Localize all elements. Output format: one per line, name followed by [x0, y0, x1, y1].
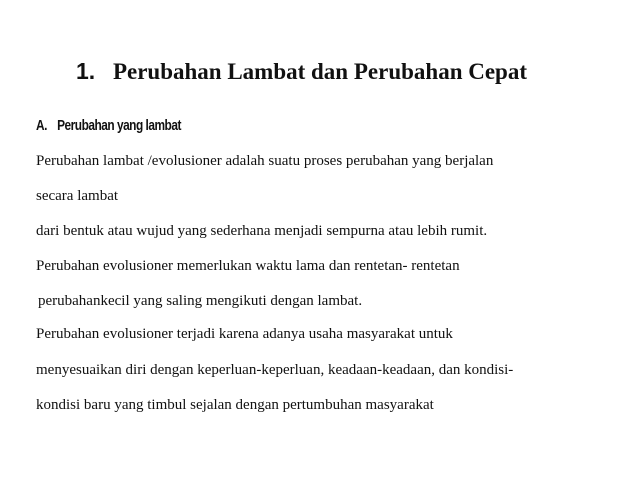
title-text: Perubahan Lambat dan Perubahan Cepat	[112, 59, 528, 84]
paragraph-line-5: perubahankecil yang saling mengikuti dengan lambat.	[38, 293, 363, 309]
section-heading	[36, 118, 181, 134]
section-marker: A.	[36, 118, 47, 134]
paragraph-line-4: Perubahan evolusioner memerlukan waktu lama dan rentetan- rentetan	[36, 258, 460, 274]
paragraph-line-3: dari bentuk atau wujud yang sederhana menjadi sempurna atau lebih rumit.	[36, 223, 488, 239]
paragraph-line-8: kondisi baru yang timbul sejalan dengan pertumbuhan masyarakat	[36, 397, 434, 413]
paragraph-line-7: menyesuaikan diri dengan keperluan-keperluan, keadaan-keadaan, dan kondisi-	[36, 362, 514, 378]
section-heading-text: Perubahan yang lambat	[57, 118, 181, 134]
paragraph-line-6: Perubahan evolusioner terjadi karena adanya usaha masyarakat untuk	[36, 326, 453, 342]
slide-title	[76, 58, 527, 85]
paragraph-line-1: Perubahan lambat /evolusioner adalah suatu proses perubahan yang berjalan	[36, 153, 494, 169]
title-number: 1.	[76, 58, 96, 84]
paragraph-line-2: secara lambat	[36, 188, 119, 204]
